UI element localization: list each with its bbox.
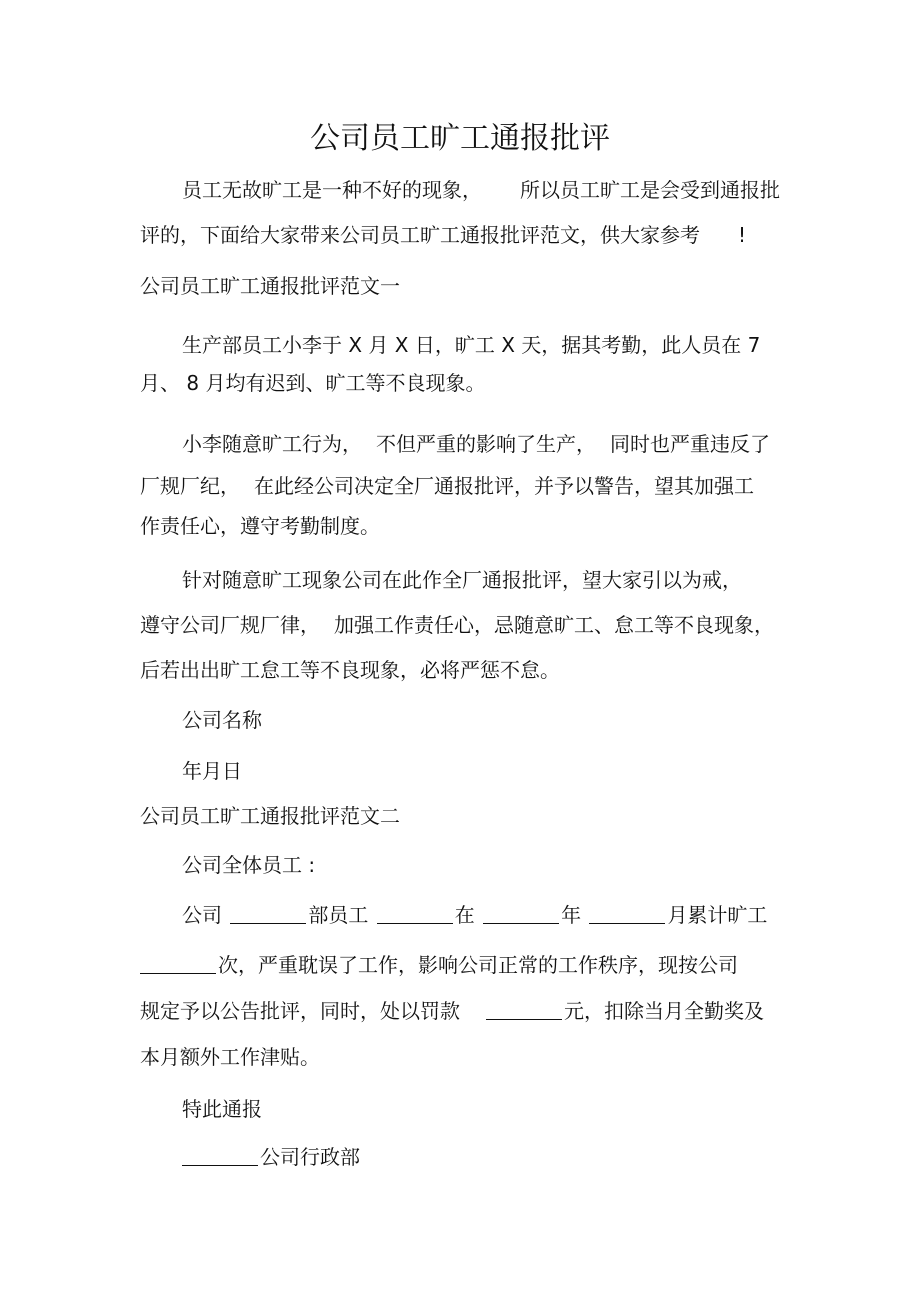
sample1-p3-line3: 后若出出旷工怠工等不良现象，必将严惩不怠。 — [140, 658, 560, 682]
sample1-p2-line3: 作责任心，遵守考勤制度。 — [140, 514, 380, 538]
sample1-p2-line1-a: 小李随意旷工行为， — [182, 432, 362, 456]
sample1-p1-line1: 生产部员工小李于 X 月 X 日，旷工 X 天，据其考勤，此人员在 7 — [182, 333, 761, 357]
intro-line-1-part-b: 所以员工旷工是会受到通报批 — [520, 178, 780, 202]
sample2-word-year: 年 — [561, 903, 582, 927]
sample1-p3-line2-b: 加强工作责任心，忌随意旷工、怠工等不良现象， — [334, 613, 774, 637]
intro-line-2 — [140, 225, 746, 245]
sample2-p1-line3 — [140, 1001, 764, 1021]
sample2-p1-line1 — [182, 905, 767, 925]
sample2-p1-line4: 本月额外工作津贴。 — [140, 1045, 320, 1069]
sample1-p3-line1: 针对随意旷工现象公司在此作全厂通报批评，望大家引以为戒， — [182, 568, 742, 592]
blank-year — [483, 905, 559, 924]
blank-company — [230, 905, 306, 924]
sample2-p1-line3-a: 规定予以公告批评，同时，处以罚款 — [140, 999, 460, 1023]
sample2-signature — [182, 1147, 360, 1167]
sample2-word-company: 公司 — [182, 903, 222, 927]
sample1-p2-line2-a: 厂规厂纪， — [140, 474, 240, 498]
sample2-p1-line2-text: 次，严重耽误了工作，影响公司正常的工作秩序，现按公司 — [218, 953, 738, 977]
sample1-p3-line2 — [140, 615, 774, 635]
blank-times — [140, 955, 216, 974]
sample2-p1-line2 — [140, 955, 738, 975]
sample1-p2-line2 — [140, 476, 754, 496]
document-title: 公司员工旷工通报批评 — [310, 121, 610, 156]
sample1-p2-line1-c: 同时也严重违反了 — [610, 432, 770, 456]
sample2-closing: 特此通报 — [182, 1097, 262, 1121]
sample1-heading: 公司员工旷工通报批评范文一 — [140, 274, 400, 298]
sample1-date: 年月日 — [182, 759, 242, 783]
blank-employee — [377, 905, 453, 924]
blank-company-admin — [182, 1147, 258, 1166]
sample1-p2-line1 — [182, 434, 770, 454]
sample1-p2-line2-b: 在此经公司决定全厂通报批评，并予以警告，望其加强工 — [254, 474, 754, 498]
intro-line-1 — [182, 180, 780, 200]
sample1-company-name: 公司名称 — [182, 708, 262, 732]
sample2-signature-text: 公司行政部 — [260, 1145, 360, 1169]
intro-exclamation: ! — [738, 223, 747, 247]
sample2-heading: 公司员工旷工通报批评范文二 — [140, 804, 400, 828]
blank-month — [589, 905, 665, 924]
sample1-p1-line2: 月、 8 月均有迟到、旷工等不良现象。 — [140, 371, 486, 395]
sample2-word-month-absence: 月累计旷工 — [667, 903, 768, 927]
sample1-p3-line2-a: 遵守公司厂规厂律， — [140, 613, 320, 637]
sample2-p1-line3-b: 元，扣除当月全勤奖及 — [564, 999, 764, 1023]
sample2-word-in: 在 — [454, 903, 475, 927]
sample2-salutation: 公司全体员工 : — [182, 853, 316, 877]
sample1-p2-line1-b: 不但严重的影响了生产， — [376, 432, 596, 456]
blank-fine — [486, 1001, 562, 1020]
sample2-word-department: 部员工 — [308, 903, 369, 927]
intro-line-2-part-a: 评的，下面给大家带来公司员工旷工通报批评范文，供大家参考 — [140, 223, 700, 247]
intro-line-1-part-a: 员工无故旷工是一种不好的现象， — [182, 178, 482, 202]
